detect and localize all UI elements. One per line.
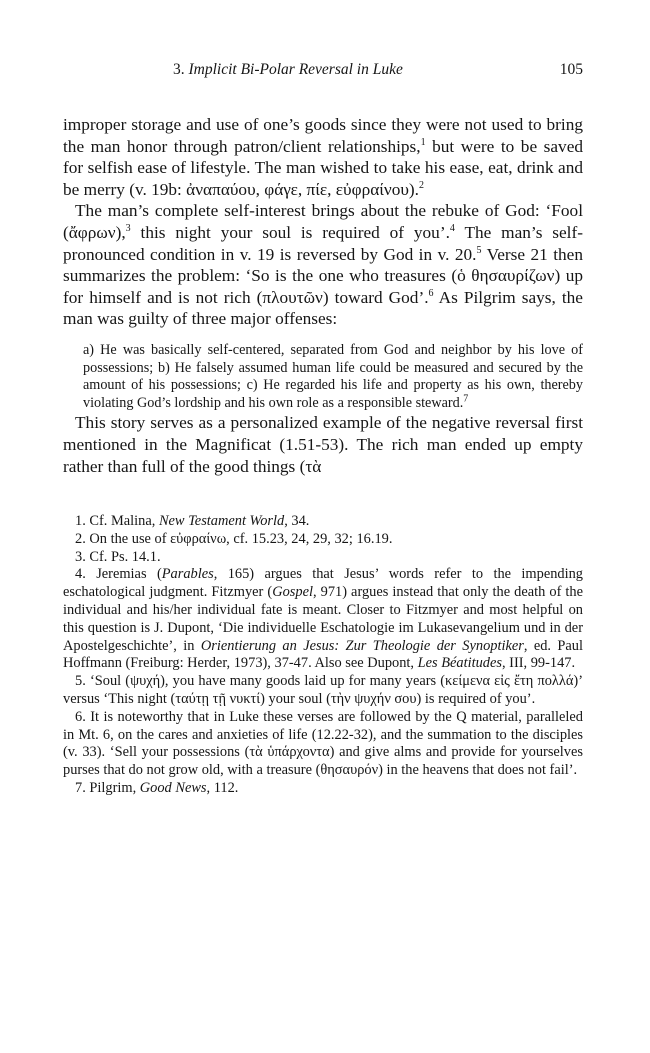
note-text: , ed. Paul Hoffmann (Freiburg: Herder, 1973), 37-47. Also see Dupont,	[63, 637, 583, 672]
text-span: The man’s self-pronounced condition in v. 19 is reversed by God in v. 20.	[63, 222, 583, 264]
chapter-title: Implicit Bi-Polar Reversal in Luke	[188, 61, 403, 78]
text-span: but were to be saved for selfish ease of lifestyle. The man wished to take his ease, eat, drink and be merry (v. 19b: ἀναπαύου, φάγε, πίε, εὐφραίνου).	[63, 136, 583, 199]
text-span: this night your soul is required of you’.	[130, 222, 450, 242]
page-number: 105	[559, 61, 583, 78]
footnote-ref-4[interactable]: 4	[449, 223, 455, 235]
text-span: As Pilgrim says, the man was guilty of three major offenses:	[63, 287, 583, 329]
footnote-ref-7[interactable]: 7	[463, 392, 469, 404]
quote-text: a) He was basically self-centered, separated from God and neighbor by his love of possessions; b) He falsely assumed human life could be measured and secured by the amount of his possessions; c) He regarded his life and property as his own, thereby violating God’s lordship and his own role as a responsible steward.	[83, 341, 583, 411]
footnote-1	[63, 513, 583, 531]
footnote-ref-3[interactable]: 3	[125, 223, 131, 235]
main-text	[63, 114, 583, 477]
footnote-ref-1[interactable]: 1	[420, 136, 426, 148]
note-text: , III, 99-147.	[501, 655, 576, 672]
footnotes	[63, 513, 583, 798]
note-text: , 971) argues instead that only the death of the individual and his/her individual fate is meant. Closer to Fitzmyer and most helpful on this question is J. Dupont, ‘Die individuelle Eschatologie im Lukasevangelium und in der Apostelgeschichte’, in	[63, 584, 583, 654]
note-text: , 165) argues that Jesus’ words refer to the impending eschatological judgment. Fitzmyer (	[63, 566, 583, 601]
paragraph-2	[63, 200, 583, 330]
footnote-ref-6[interactable]: 6	[428, 287, 434, 299]
footnote-7	[63, 780, 583, 798]
note-title: Good News	[139, 780, 207, 797]
note-text: 4. Jeremias (	[75, 566, 162, 583]
footnote-5: 5. ‘Soul (ψυχή), you have many goods laid up for many years (κείμενα εἰς ἔτη πολλά)’ versus ‘This night (ταύτῃ τῇ νυκτί) your soul (τὴν ψυχήν σου) is required of you’.	[63, 673, 583, 708]
footnote-4	[63, 566, 583, 673]
footnote-6: 6. It is noteworthy that in Luke these verses are followed by the Q material, paralleled in Mt. 6, on the cares and anxieties of life (12.22-32), and the summation to the disciples (v. 33). ‘Sell your possessions (τὰ ὑπάρχοντα) and give alms and provide for yourselves purses that do not grow old, with a treasure (θησαυρόν) in the heavens that does not fail’.	[63, 708, 583, 779]
note-title: Gospel	[272, 584, 313, 601]
note-title: New Testament World	[158, 513, 285, 530]
note-title: Parables	[161, 566, 214, 583]
text-span: improper storage and use of one’s goods since they were not used to bring the man honor through patron/client relationships,	[63, 115, 583, 156]
text-span: Verse 21 then summarizes the problem: ‘So is the one who treasures (ὁ θησαυρίζων) up for himself and is not rich (πλουτῶν) toward God’.	[63, 244, 583, 307]
footnote-2: 2. On the use of εὐφραίνω, cf. 15.23, 24, 29, 32; 16.19.	[75, 530, 393, 547]
book-page	[63, 58, 583, 798]
note-text: , 112.	[206, 780, 239, 797]
running-header	[63, 58, 583, 82]
chapter-number: 3.	[173, 61, 185, 78]
note-text: 7. Pilgrim,	[75, 780, 140, 797]
running-title	[173, 61, 403, 79]
note-text: 1. Cf. Malina,	[75, 513, 159, 530]
text-span: The man’s complete self-interest brings about the rebuke of God: ‘Fool (ἄφρων),	[63, 201, 583, 242]
footnote-ref-5[interactable]: 5	[476, 244, 482, 256]
paragraph-3: This story serves as a personalized example of the negative reversal first mentioned in the Magnificat (1.51-53). The rich man ended up empty rather than full of the good things (τὰ	[63, 413, 583, 476]
paragraph-1	[63, 114, 583, 200]
footnote-3: 3. Cf. Ps. 14.1.	[75, 548, 161, 565]
note-title: Orientierung an Jesus: Zur Theologie der Synoptiker	[200, 637, 524, 654]
note-title: Les Béatitudes	[417, 655, 502, 672]
block-quote	[83, 342, 583, 412]
note-text: , 34.	[284, 513, 310, 530]
footnote-ref-2[interactable]: 2	[419, 180, 425, 192]
